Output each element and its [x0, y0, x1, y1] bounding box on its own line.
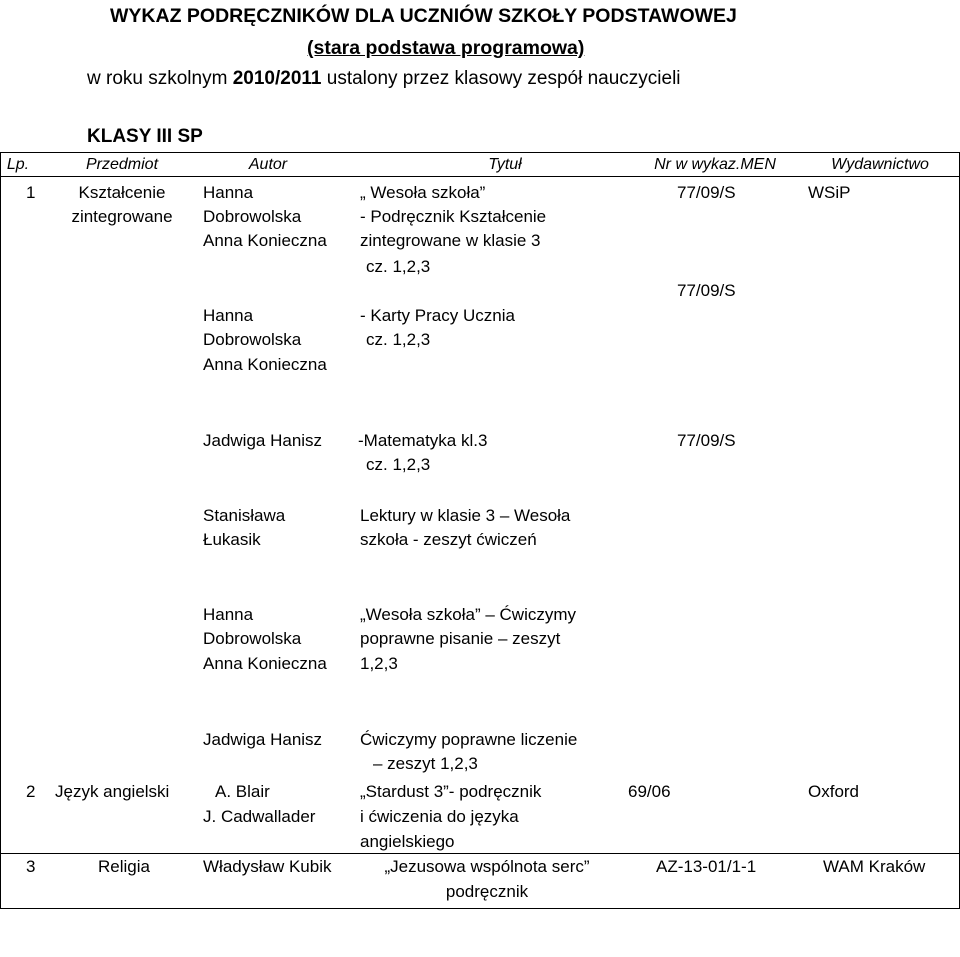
- title-line: – zeszyt 1,2,3: [373, 754, 478, 773]
- author-line: J. Cadwallader: [203, 807, 316, 826]
- row3-number: AZ-13-01/1-1: [656, 857, 757, 876]
- row2-lp: 2: [26, 782, 36, 801]
- col-header-author: Autor: [248, 156, 288, 173]
- author-line: Dobrowolska: [203, 207, 302, 226]
- title-line: cz. 1,2,3: [366, 455, 431, 474]
- row2-number: 69/06: [628, 782, 671, 801]
- author-line: Anna Konieczna: [203, 654, 327, 673]
- school-year: 2010/2011: [232, 68, 322, 89]
- title-line: szkoła - zeszyt ćwiczeń: [360, 530, 537, 549]
- author-line: Anna Konieczna: [203, 231, 327, 250]
- row2-publisher: Oxford: [808, 782, 860, 801]
- row3-subject: Religia: [98, 857, 150, 876]
- author-line: Hanna: [203, 605, 254, 624]
- table-left-border: [0, 152, 1, 909]
- table-bottom-border: [0, 908, 960, 909]
- author-line: Łukasik: [203, 530, 261, 549]
- title-line: Ćwiczymy poprawne liczenie: [360, 730, 578, 749]
- title-line: -Matematyka kl.3: [358, 431, 488, 450]
- row2-subject: Język angielski: [55, 782, 170, 801]
- row1-lp: 1: [26, 183, 36, 202]
- class-label: KLASY III SP: [87, 126, 203, 147]
- author-line: Hanna: [203, 183, 254, 202]
- catalog-number: 77/09/S: [677, 183, 736, 202]
- author-line: A. Blair: [215, 782, 270, 801]
- title-line: angielskiego: [360, 832, 455, 851]
- row3-publisher: WAM Kraków: [823, 857, 926, 876]
- year-line-prefix: w roku szkolnym: [87, 68, 233, 89]
- title-line: „ Wesoła szkoła”: [360, 183, 486, 202]
- document-subtitle: (stara podstawa programowa): [307, 37, 585, 59]
- title-line: 1,2,3: [360, 654, 398, 673]
- author-line: Stanisława: [203, 506, 286, 525]
- col-header-title: Tytuł: [488, 156, 522, 173]
- author-line: Dobrowolska: [203, 629, 302, 648]
- year-line-suffix: ustalony przez klasowy zespół nauczycieli: [321, 68, 681, 89]
- catalog-number: 77/09/S: [677, 431, 736, 450]
- title-line: „Stardust 3”- podręcznik: [360, 782, 542, 801]
- col-header-number: Nr w wykaz.MEN: [654, 156, 776, 173]
- row3-author: Władysław Kubik: [203, 857, 332, 876]
- title-line: poprawne pisanie – zeszyt: [360, 629, 561, 648]
- title-line: - Karty Pracy Ucznia: [360, 306, 515, 325]
- row1-subject-line2: zintegrowane: [71, 207, 173, 226]
- col-header-publisher: Wydawnictwo: [831, 156, 929, 173]
- row1-subject-line1: Kształcenie: [78, 183, 166, 202]
- author-line: Jadwiga Hanisz: [203, 431, 323, 450]
- title-line: - Podręcznik Kształcenie: [360, 207, 547, 226]
- row3-top-border: [0, 853, 960, 854]
- title-line: zintegrowane w klasie 3: [360, 231, 541, 250]
- author-line: Anna Konieczna: [203, 355, 327, 374]
- title-line: „Wesoła szkoła” – Ćwiczymy: [360, 605, 577, 624]
- title-line: „Jezusowa wspólnota serc”: [384, 857, 590, 876]
- document-title: WYKAZ PODRĘCZNIKÓW DLA UCZNIÓW SZKOŁY PODSTAWOWEJ: [110, 5, 737, 27]
- school-year-line: [87, 67, 681, 91]
- title-line: Lektury w klasie 3 – Wesoła: [360, 506, 571, 525]
- catalog-number: 77/09/S: [677, 281, 736, 300]
- title-line: cz. 1,2,3: [366, 257, 431, 276]
- author-line: Jadwiga Hanisz: [203, 730, 323, 749]
- row1-publisher: WSiP: [808, 183, 851, 202]
- col-header-lp: Lp.: [6, 156, 30, 173]
- col-header-subject: Przedmiot: [85, 156, 159, 173]
- title-line: cz. 1,2,3: [366, 330, 431, 349]
- title-line: podręcznik: [445, 882, 529, 901]
- author-line: Dobrowolska: [203, 330, 302, 349]
- row3-lp: 3: [26, 857, 36, 876]
- author-line: Hanna: [203, 306, 254, 325]
- title-line: i ćwiczenia do języka: [360, 807, 519, 826]
